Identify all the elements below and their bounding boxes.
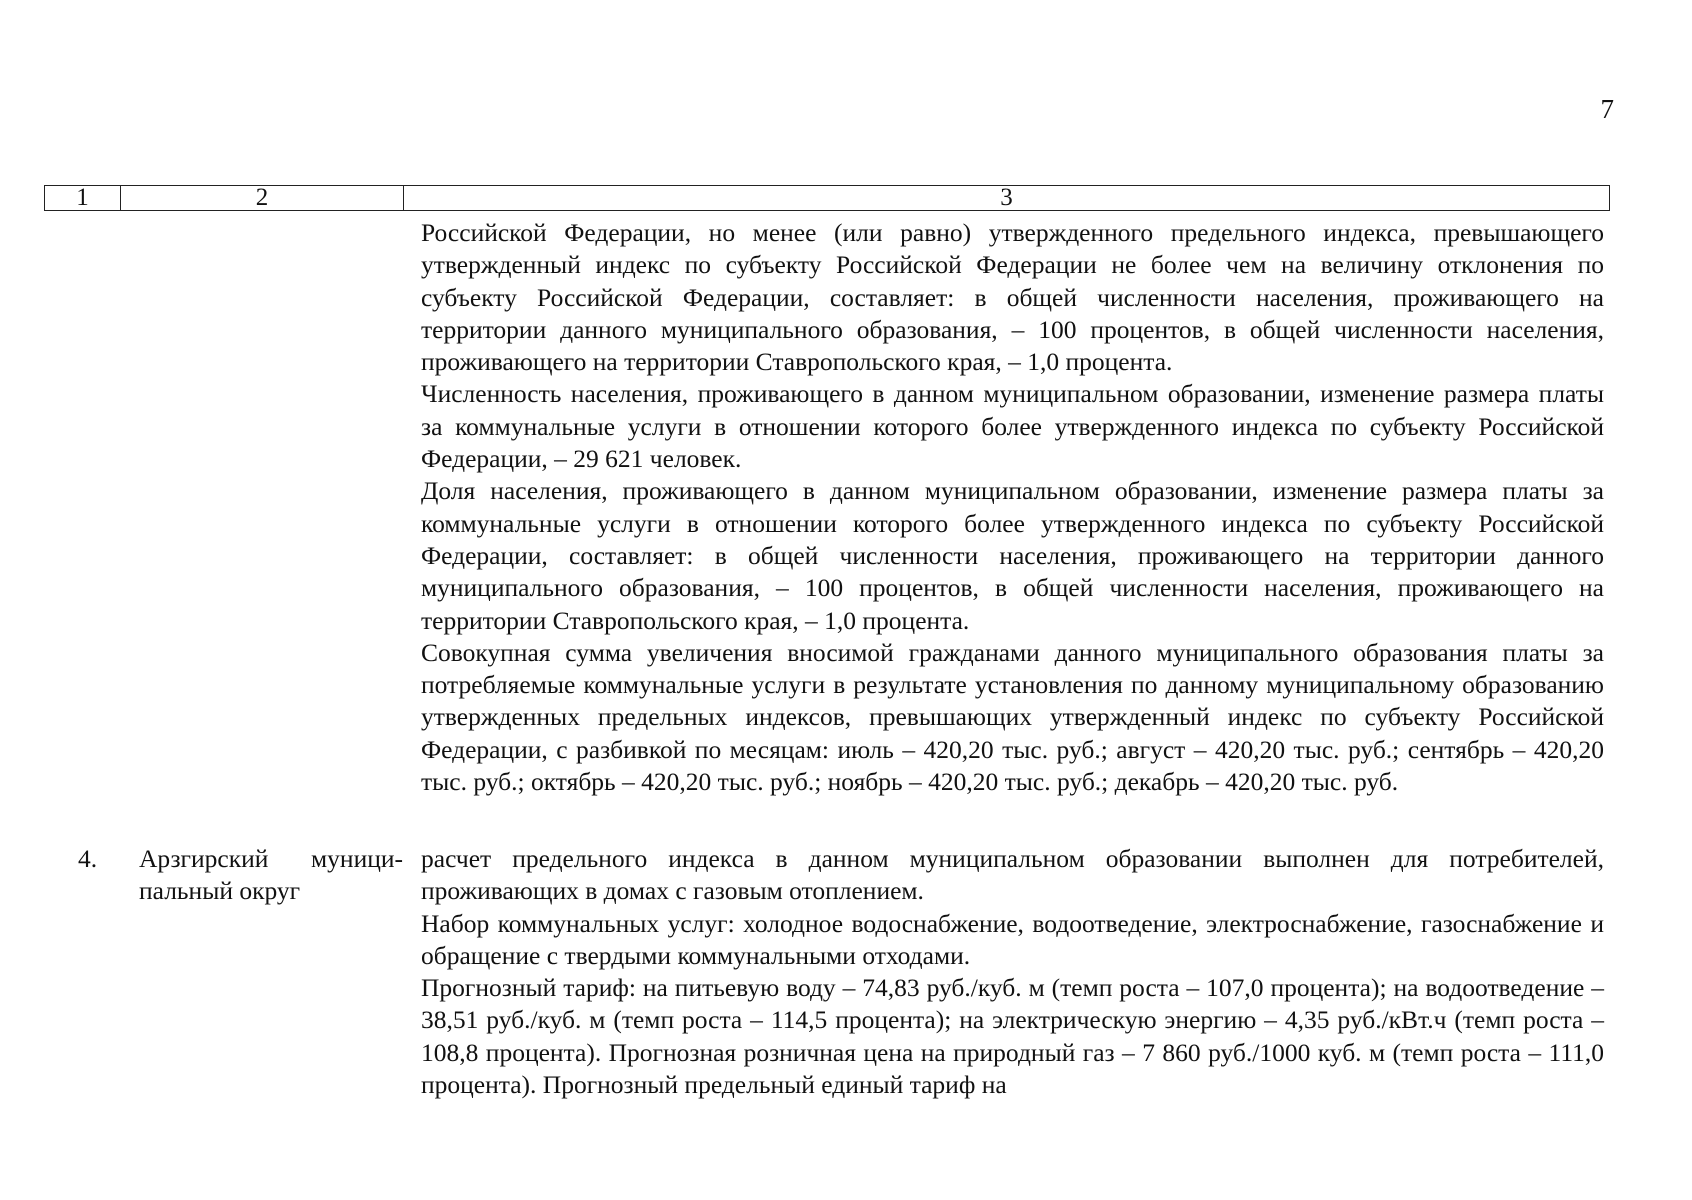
municipality-name-line: пальный округ <box>139 876 301 906</box>
municipality-name-line: Арзгирский муници- <box>139 844 403 873</box>
header-cell-3: 3 <box>1000 184 1013 211</box>
table-header-row <box>44 185 1610 211</box>
header-cell-2: 2 <box>121 186 404 210</box>
row4-paragraph: Набор коммунальных услуг: холодное водоснабжение, водоотведение, электроснабжение, газоснабжение и обращение с твердыми коммунальными отходами. <box>421 908 1604 970</box>
header-cell-1: 1 <box>45 186 121 210</box>
row4-paragraph: расчет предельного индекса в данном муниципальном образовании выполнен для потребителей, проживающих в домах с газовым отоплением. <box>421 844 1604 906</box>
row4-text-block <box>421 843 1604 1101</box>
continuation-text-block <box>421 217 1604 798</box>
page-number: 7 <box>1600 94 1614 124</box>
continuation-paragraph: Численность населения, проживающего в данном муниципальном образовании, изменение размера платы за коммунальные услуги в отношении которого более утвержденного индекса по субъекту Российской Федерации, – 29 621 человек. <box>421 379 1604 474</box>
continuation-paragraph: Российской Федерации, но менее (или равно) утвержденного предельного индекса, превышающего утвержденный индекс по субъекту Российской Федерации не более чем на величину отклонения по субъекту Российской Федерации, составляет: в общей численности населения, проживающего на территории данного муниципального образования, – 100 процентов, в общей численности населения, проживающего на территории Ставропольского края, – 1,0 процента. <box>421 218 1604 377</box>
row-number: 4. <box>78 844 98 873</box>
continuation-paragraph: Совокупная сумма увеличения вносимой гражданами данного муниципального образования платы за потребляемые коммунальные услуги в результате установления по данному муниципальному образованию утвержденных предельных индексов, превышающих утвержденный индекс по субъекту Российской Федерации, с разбивкой по месяцам: июль – 420,20 тыс. руб.; август – 420,20 тыс. руб.; сентябрь – 420,20 тыс. руб.; октябрь – 420,20 тыс. руб.; ноябрь – 420,20 тыс. руб.; декабрь – 420,20 тыс. руб. <box>421 637 1604 797</box>
row4-paragraph: Прогнозный тариф: на питьевую воду – 74,83 руб./куб. м (темп роста – 107,0 процента); на водоотведение – 38,51 руб./куб. м (темп роста – 114,5 процента); на электрическую энергию – 4,35 руб./кВт.ч (темп роста – 108,8 процента). Прогнозная розничная цена на природный газ – 7 860 руб./1000 куб. м (темп роста – 111,0 процента). Прогнозный предельный единый тариф на <box>421 973 1604 1100</box>
continuation-paragraph: Доля населения, проживающего в данном муниципальном образовании, изменение размера платы за коммунальные услуги в отношении которого более утвержденного индекса по субъекту Российской Федерации, составляет: в общей численности населения, проживающего на территории данного муниципального образования, – 100 процентов, в общей численности населения, проживающего на территории Ставропольского края, – 1,0 процента. <box>421 476 1604 635</box>
municipality-name <box>139 843 403 908</box>
